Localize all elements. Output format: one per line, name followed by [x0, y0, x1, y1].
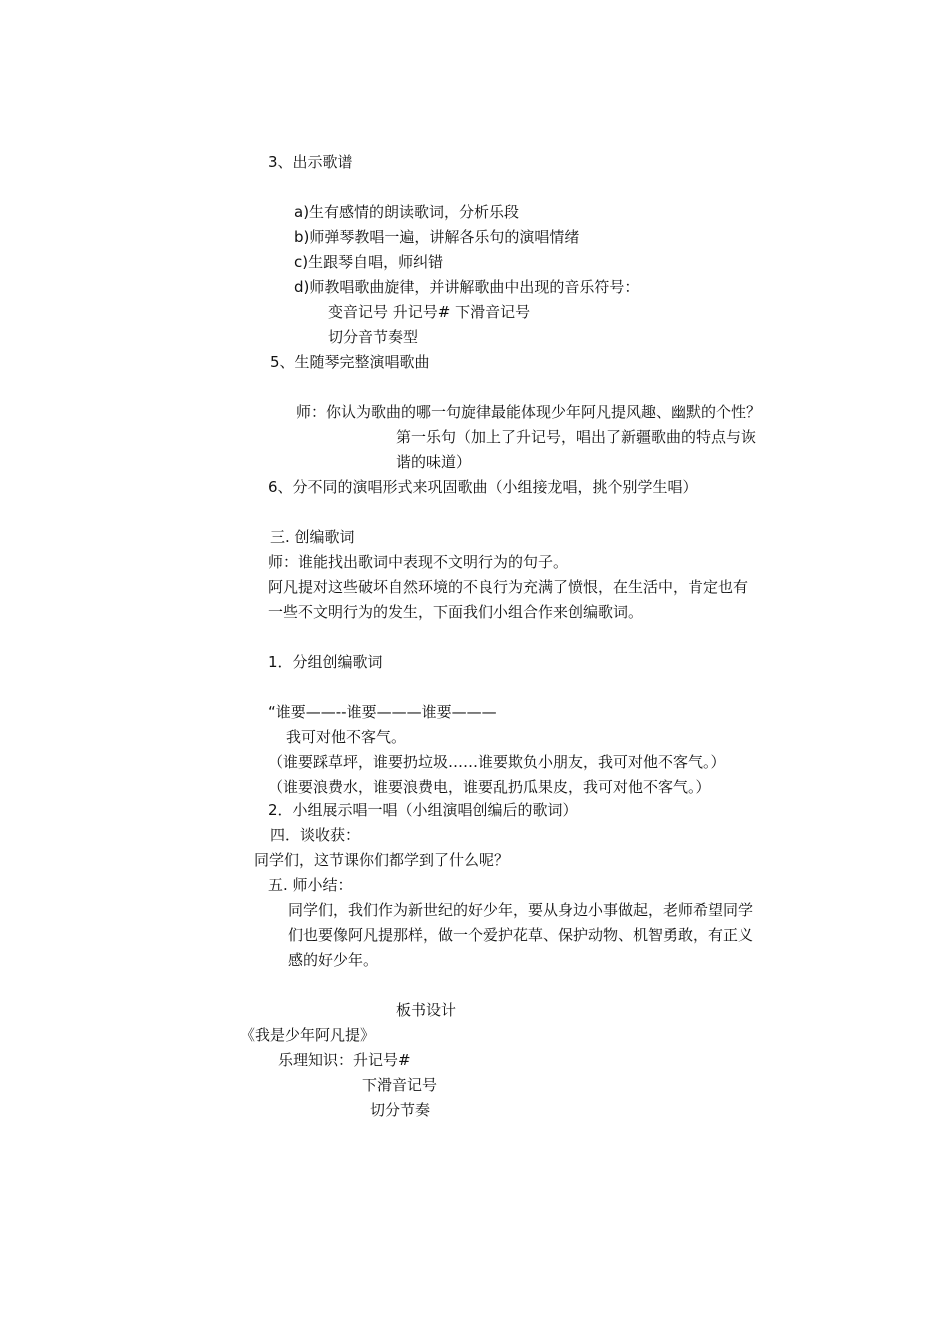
lyric-example-2: （谁要浪费水，谁要浪费电，谁要乱扔瓜果皮，我可对他不客气。）: [268, 778, 711, 796]
teacher-prompt: 师：谁能找出歌词中表现不文明行为的句子。: [268, 553, 569, 571]
song-title: 《我是少年阿凡提》: [240, 1026, 376, 1044]
part-5-heading: 五. 师小结：: [268, 876, 353, 894]
lyric-template: “谁要——--谁要———谁要———: [268, 703, 497, 721]
group-task-1: 1．分组创编歌词: [268, 653, 383, 671]
step-c: c)生跟琴自唱，师纠错: [294, 253, 444, 271]
section-3-heading: 3、出示歌谱: [268, 153, 353, 171]
summary-line-2: 们也要像阿凡提那样，做一个爱护花草、保护动物、机智勇敢，有正义: [288, 926, 754, 944]
lyric-template-end: 我可对他不客气。: [286, 728, 407, 746]
section-6-heading: 6、分不同的演唱形式来巩固歌曲（小组接龙唱，挑个别学生唱）: [268, 478, 698, 496]
answer-line-1: 第一乐句（加上了升记号，唱出了新疆歌曲的特点与诙: [396, 428, 757, 446]
part-3-heading: 三. 创编歌词: [270, 528, 355, 546]
theory-knowledge: 乐理知识：升记号#: [278, 1051, 411, 1069]
music-symbols-line: 变音记号 升记号# 下滑音记号: [328, 303, 531, 321]
teacher-question: 师：你认为歌曲的哪一句旋律最能体现少年阿凡提风趣、幽默的个性？: [296, 403, 762, 421]
lyric-example-1: （谁要踩草坪，谁要扔垃圾……谁要欺负小朋友，我可对他不客气。）: [268, 753, 726, 771]
paragraph-line-2: 一些不文明行为的发生，下面我们小组合作来创编歌词。: [268, 603, 644, 621]
summary-line-1: 同学们，我们作为新世纪的好少年，要从身边小事做起，老师希望同学: [288, 901, 754, 919]
summary-line-3: 感的好少年。: [288, 951, 379, 969]
board-design-title: 板书设计: [396, 1001, 457, 1019]
theory-glide: 下滑音记号: [362, 1076, 438, 1094]
answer-line-2: 谐的味道）: [396, 453, 472, 471]
section-5-heading: 5、生随琴完整演唱歌曲: [270, 353, 430, 371]
step-a: a)生有感情的朗读歌词，分析乐段: [294, 203, 520, 221]
part-4-heading: 四．谈收获：: [270, 826, 361, 844]
step-b: b)师弹琴教唱一遍，讲解各乐句的演唱情绪: [294, 228, 580, 246]
paragraph-line-1: 阿凡提对这些破坏自然环境的不良行为充满了愤恨，在生活中，肯定也有: [268, 578, 749, 596]
step-d: d)师教唱歌曲旋律，并讲解歌曲中出现的音乐符号：: [294, 278, 640, 296]
syncopation-line: 切分音节奏型: [328, 328, 419, 346]
theory-syncopation: 切分节奏: [370, 1101, 431, 1119]
harvest-question: 同学们，这节课你们都学到了什么呢？: [254, 851, 510, 869]
group-task-2: 2．小组展示唱一唱（小组演唱创编后的歌词）: [268, 801, 578, 819]
